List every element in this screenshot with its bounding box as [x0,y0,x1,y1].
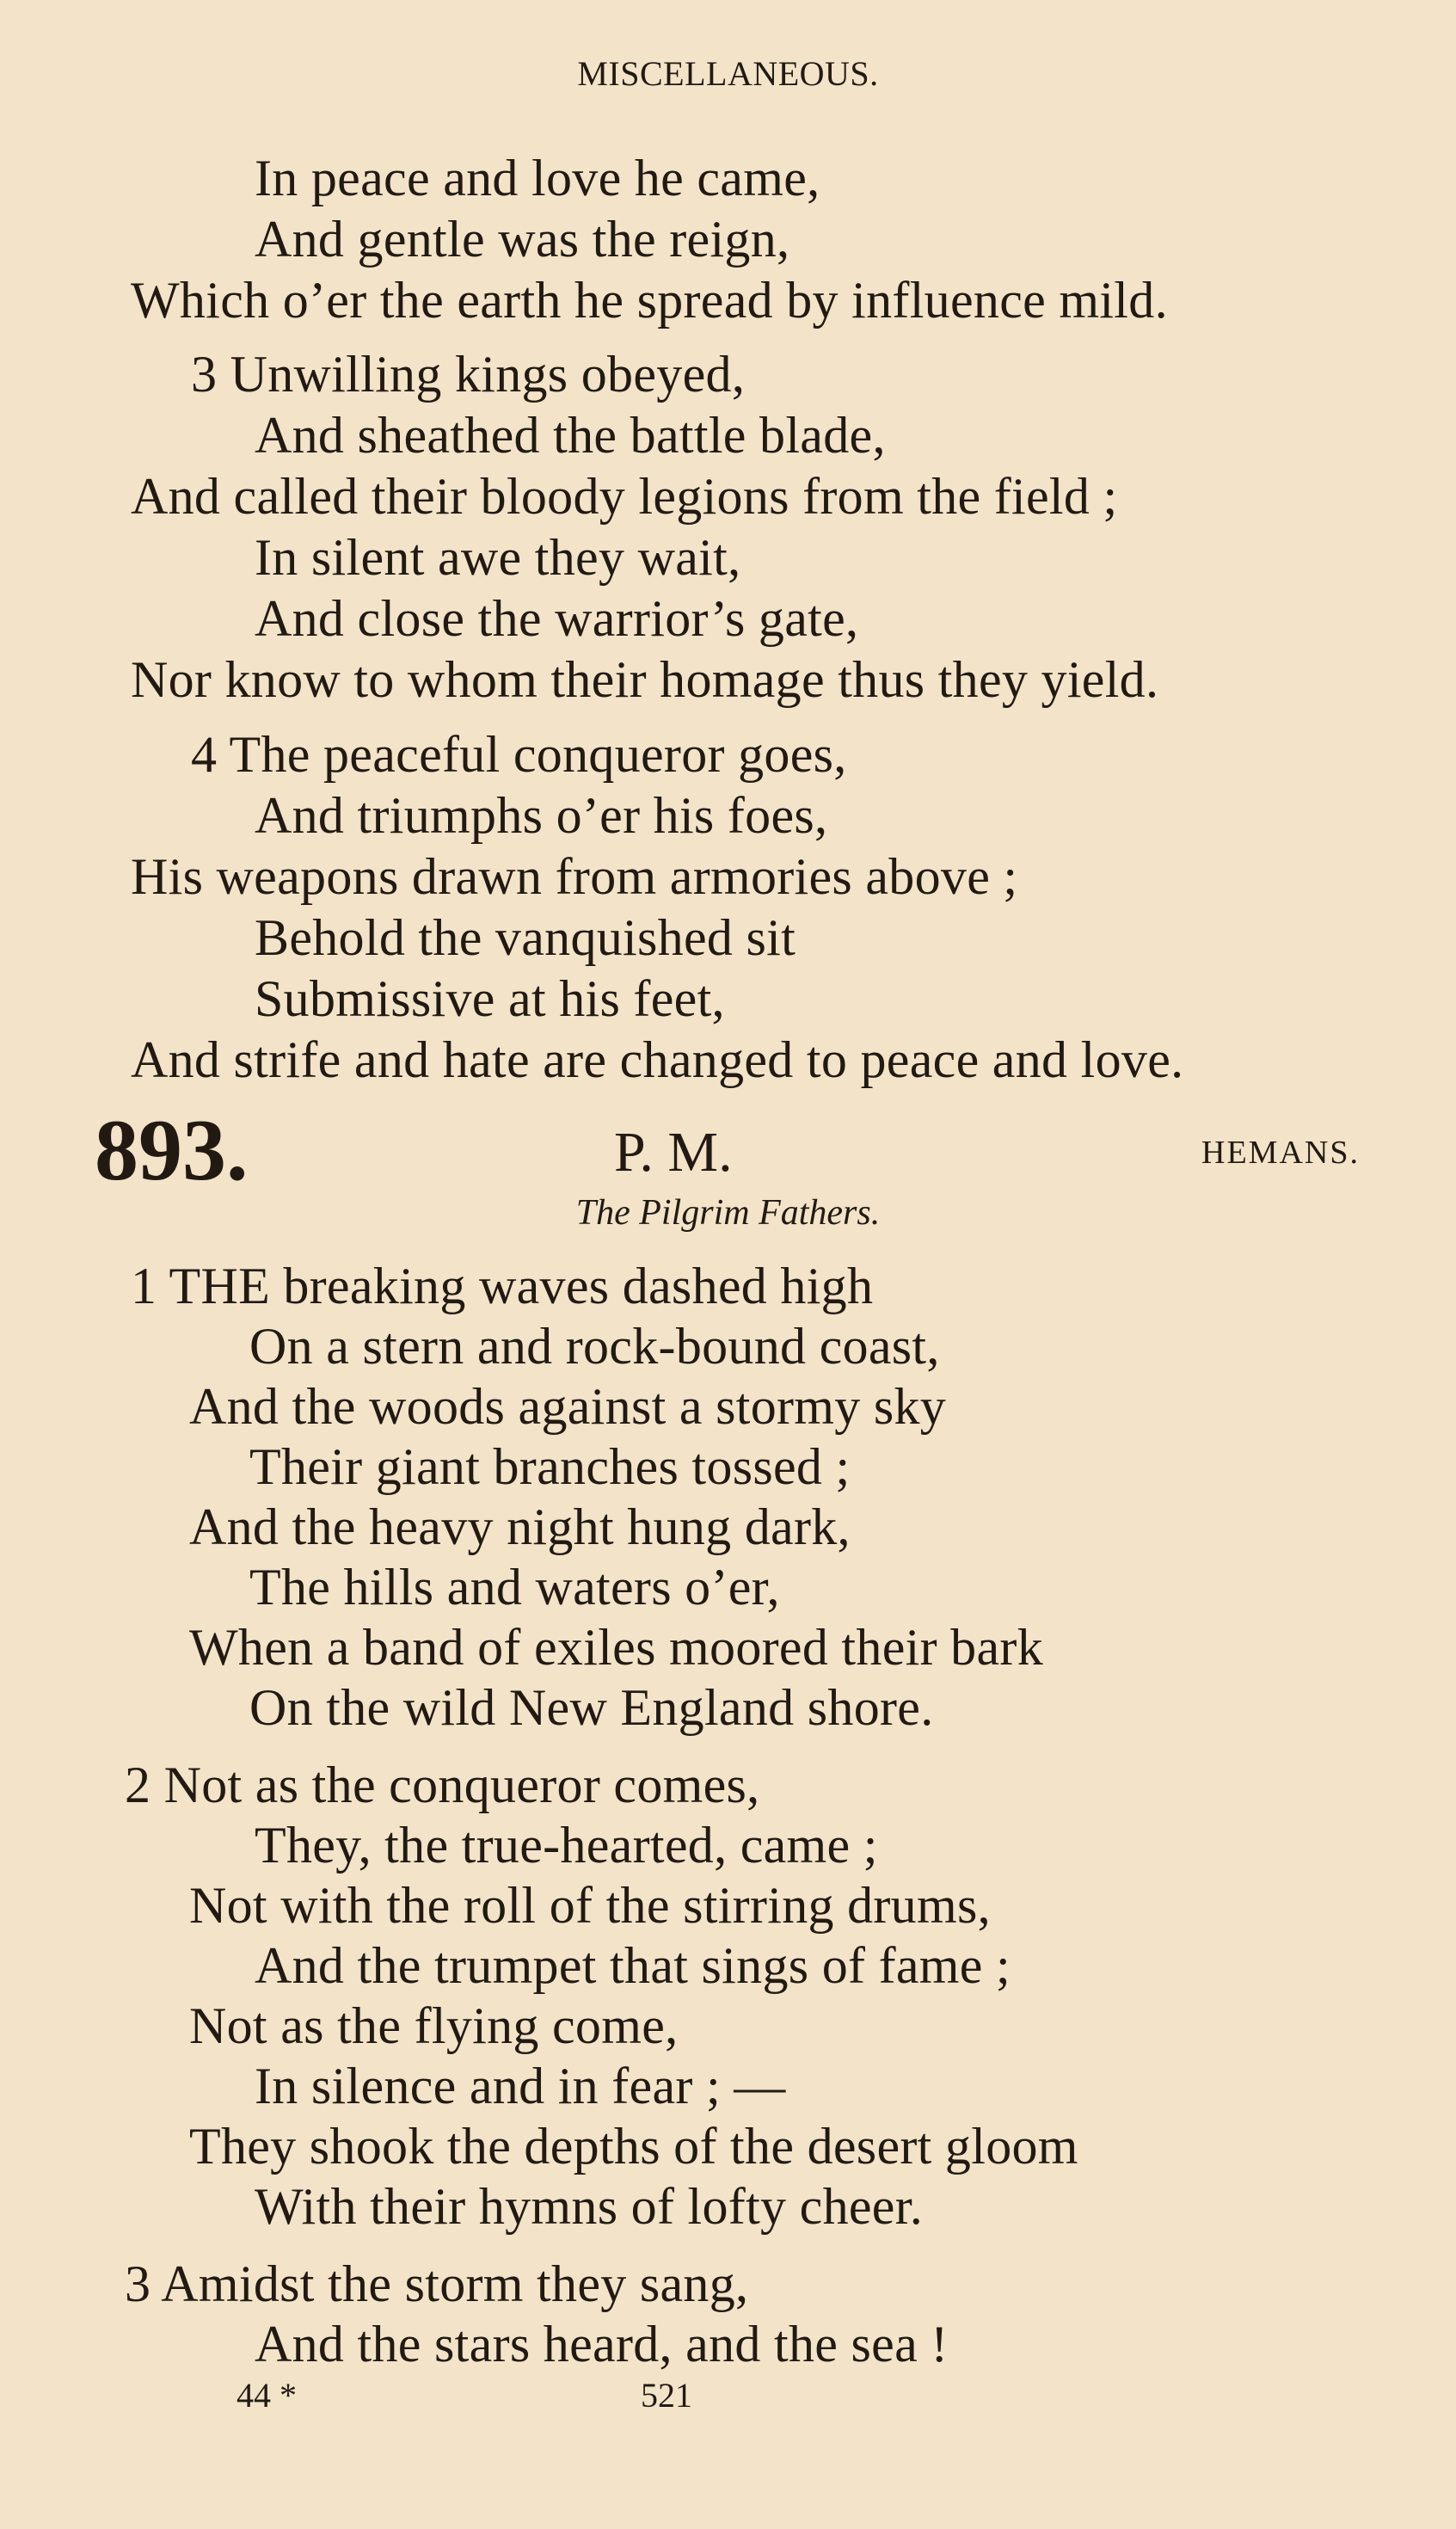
verse-start-line: 2 Not as the conqueror comes, [125,1757,760,1813]
hymn-author: HEMANS. [1201,1135,1360,1171]
poem-line: And triumphs o’er his foes, [255,787,828,844]
verse-start-line: 3 Unwilling kings obeyed, [191,346,746,403]
poem-line: And the woods against a stormy sky [189,1378,947,1435]
poem-line: And close the warrior’s gate, [255,590,859,647]
poem-line: Submissive at his feet, [255,970,725,1027]
poem-line: And the heavy night hung dark, [189,1498,851,1555]
poem-line: And called their bloody legions from the field ; [131,468,1118,525]
poem-line: And sheathed the battle blade, [255,407,886,464]
poem-line: When a band of exiles moored their bark [189,1619,1043,1676]
page-number: 521 [641,2376,692,2415]
hymn-title: The Pilgrim Fathers. [575,1193,881,1233]
poem-line: With their hymns of lofty cheer. [255,2178,924,2235]
running-header: MISCELLANEOUS. [577,54,879,93]
poem-line: Not as the flying come, [189,1997,679,2054]
poem-line: And gentle was the reign, [255,211,790,268]
verse-start-line: 4 The peaceful conqueror goes, [191,726,847,783]
poem-line: In silence and in fear ; — [255,2058,786,2114]
poem-line: The hills and waters o’er, [249,1559,780,1615]
poem-line: Not with the roll of the stirring drums, [189,1877,991,1934]
poem-line: His weapons drawn from armories above ; [131,848,1018,905]
poem-line: And the trumpet that sings of fame ; [255,1937,1011,1994]
hymn-number: 893. [95,1102,249,1199]
poem-line: Nor know to whom their homage thus they yield. [131,651,1159,708]
signature-mark: 44 * [237,2376,297,2415]
poem-line: In peace and love he came, [255,150,820,206]
poem-line: Which o’er the earth he spread by influence mild. [131,272,1168,329]
hymn-meter: P. M. [614,1121,733,1184]
poem-line: Their giant branches tossed ; [249,1438,851,1495]
poem-line: They, the true-hearted, came ; [255,1817,878,1874]
poem-line: They shook the depths of the desert gloom [189,2118,1078,2175]
verse-start-line: 1 THE breaking waves dashed high [131,1258,874,1314]
poem-line: Behold the vanquished sit [255,909,796,966]
poem-line: In silent awe they wait, [255,529,741,586]
verse-start-line: 3 Amidst the storm they sang, [125,2255,749,2312]
poem-line: And the stars heard, and the sea ! [255,2316,949,2372]
poem-line: On the wild New England shore. [249,1679,934,1736]
poem-line: On a stern and rock-bound coast, [249,1318,940,1375]
poem-line: And strife and hate are changed to peace and love. [131,1031,1184,1088]
